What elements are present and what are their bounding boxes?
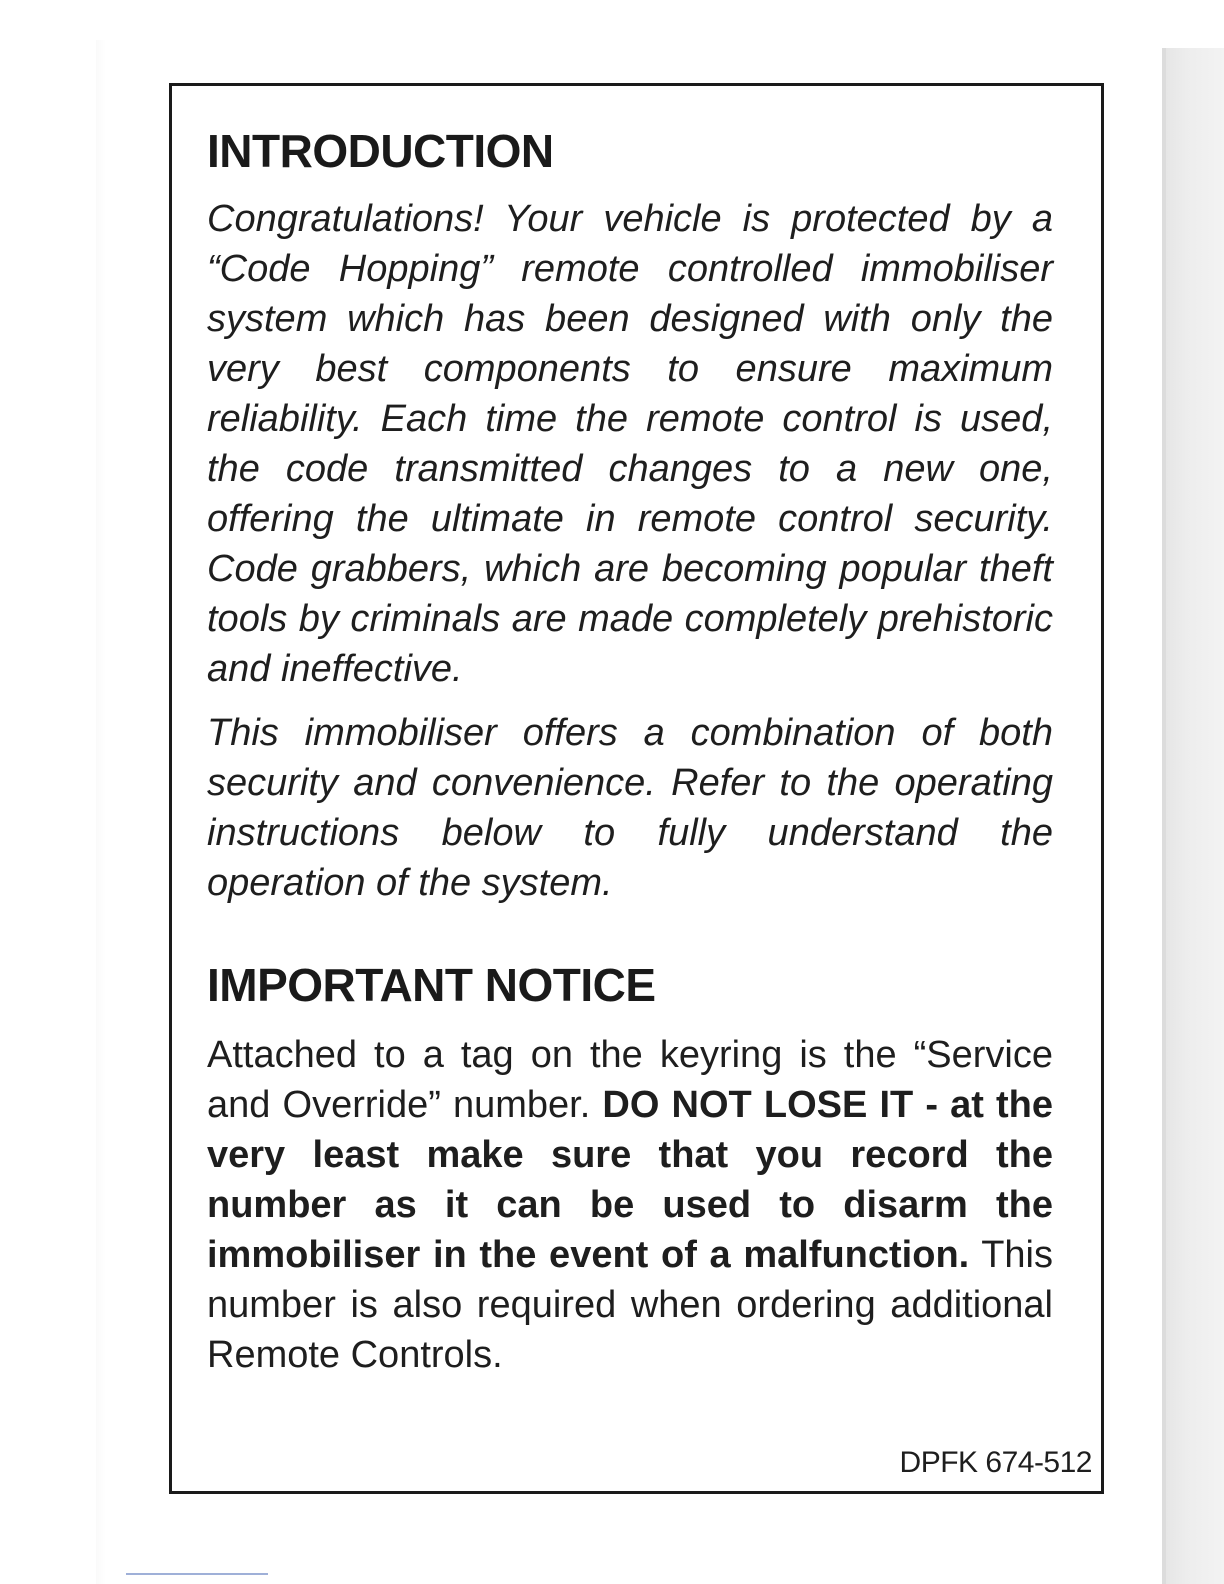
page-shadow	[96, 40, 106, 1584]
important-notice-paragraph	[207, 1030, 1053, 1380]
document-code: DPFK 674-512	[899, 1446, 1092, 1479]
notice-text-after-bold: This number is also required when ordering additional Remote Controls.	[207, 1234, 1053, 1376]
introduction-heading: INTRODUCTION	[207, 125, 554, 177]
bottom-rule	[126, 1573, 268, 1575]
notice-text-before-bold: Attached to a tag on the keyring is the “Service and Override” number.	[207, 1034, 1053, 1126]
notice-bold-warning: DO NOT LOSE IT - at the very least make sure that you record the number as it can be used to disarm the immobiliser in the event of a malfunction.	[207, 1084, 1053, 1276]
introduction-paragraph-2: This immobiliser offers a combination of both security and convenience. Refer to the operating instructions below to fully understand the operation of the system.	[207, 712, 1053, 904]
introduction-paragraph-1: Congratulations! Your vehicle is protected by a “Code Hopping” remote controlled immobiliser system which has been designed with only the very best components to ensure maximum reliability. Each time the remote control is used, the code transmitted changes to a new one, offering the ultimate in remote control security. Code grabbers, which are becoming popular theft tools by criminals are made completely prehistoric and ineffective.	[207, 198, 1053, 690]
important-notice-heading: IMPORTANT NOTICE	[207, 959, 656, 1011]
document-content	[207, 120, 1053, 1380]
page-edge	[1166, 48, 1224, 1584]
